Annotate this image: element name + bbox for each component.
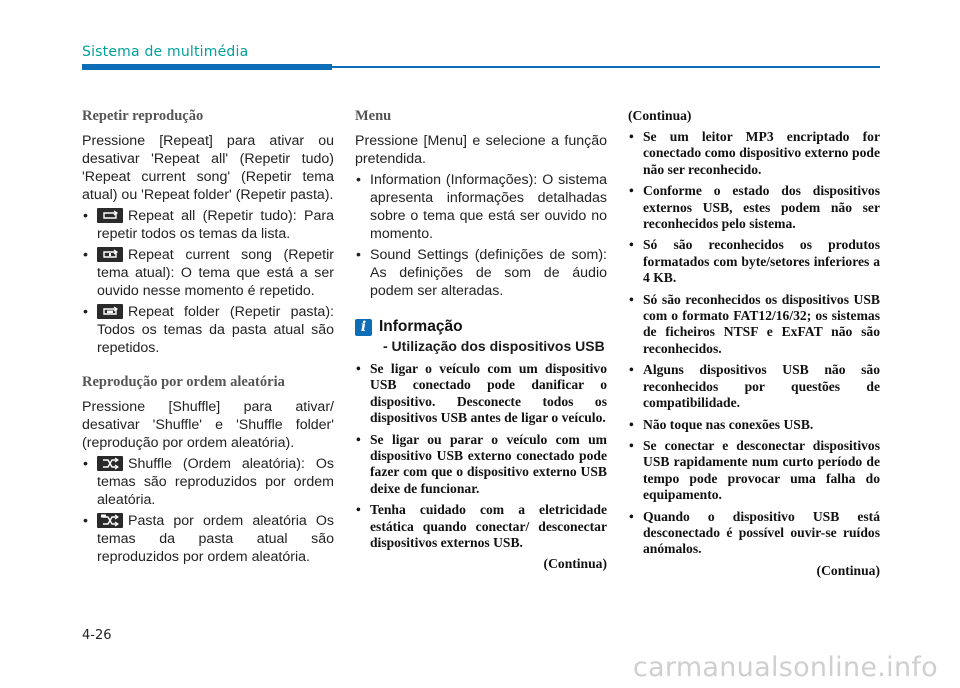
list-item (82, 512, 334, 566)
repeat-folder-icon (97, 304, 123, 319)
list-item: • Só são reconhecidos os produtos formatados com byte/setores inferiores a 4 KB. (628, 237, 880, 286)
list-item: • Conforme o estado dos dispositivos externos USB, estes podem não ser reconhecidos pelo sistema. (628, 183, 880, 232)
info-subtitle: - Utilização dos dispositivos USB (383, 338, 605, 354)
column-left (82, 108, 334, 569)
shuffle-icon (97, 456, 123, 471)
continued-label: (Continua) (816, 562, 880, 578)
list-item-text: Pasta por ordem aleatória Os temas da pasta atual são reproduzidos por ordem aleatória. (97, 513, 334, 565)
shuffle-list (82, 455, 334, 566)
shuffle-heading: Reprodução por ordem aleatória (82, 374, 285, 390)
list-item: • Se um leitor MP3 encriptado for conectado como dispositivo externo pode não ser reconhecido. (628, 129, 880, 178)
section-title: Sistema de multimédia (82, 44, 249, 60)
list-item: • Tenha cuidado com a eletricidade estática quando conectar/ desconectar dispositivos externos USB. (355, 502, 607, 551)
list-item: • Só são reconhecidos os dispositivos USB com o formato FAT12/16/32; os sistemas de ficheiros NTSF e ExFAT não são reconhecidos. (628, 292, 880, 358)
list-item: • Não toque nas conexões USB. (628, 417, 880, 433)
repeat-one-icon (97, 247, 123, 262)
usb-notes-list (628, 129, 880, 558)
column-middle (355, 108, 607, 572)
repeat-list (82, 207, 334, 357)
list-item (82, 455, 334, 509)
list-item: • Se ligar o veículo com um dispositivo USB conectado pode danificar o dispositivo. Desconecte todos os dispositivos USB antes de ligar o veículo. (355, 361, 607, 427)
continued-label-top: (Continua) (628, 108, 692, 123)
header-accent-bar (82, 64, 332, 70)
continued-label: (Continua) (543, 556, 607, 572)
list-item: • Sound Settings (definições de som): As definições de som de áudio podem ser alteradas. (355, 246, 607, 300)
repeat-heading: Repetir reprodução (82, 108, 204, 124)
column-right (628, 108, 880, 579)
info-list (355, 361, 607, 551)
menu-intro: Pressione [Menu] e selecione a função pretendida. (355, 133, 607, 167)
shuffle-folder-icon (97, 513, 123, 528)
repeat-intro: Pressione [Repeat] para ativar ou desativar 'Repeat all' (Repetir tudo) 'Repeat current song' (Repetir tema atual) ou 'Repeat folder' (Repetir pasta). (82, 133, 334, 203)
info-title: Informação (379, 318, 463, 335)
list-item: • Se conectar e desconectar dispositivos USB rapidamente num curto período de tempo pode provocar uma falha do equipamento. (628, 438, 880, 504)
info-icon: i (355, 319, 372, 336)
list-item-text: Repeat folder (Repetir pasta): Todos os temas da pasta atual são repetidos. (97, 304, 334, 356)
list-item: • Information (Informações): O sistema apresenta informações detalhadas sobre o tema que está ser ouvido no momento. (355, 171, 607, 243)
menu-heading: Menu (355, 108, 392, 124)
list-item: • Se ligar ou parar o veículo com um dispositivo USB externo conectado pode fazer com que o dispositivo externo USB deixe de funcionar. (355, 432, 607, 498)
list-item-text: Repeat all (Repetir tudo): Para repetir todos os temas da lista. (97, 208, 334, 242)
info-box-header (355, 318, 607, 336)
list-item (82, 246, 334, 300)
list-item (82, 303, 334, 357)
list-item (82, 207, 334, 243)
list-item-text: Repeat current song (Repetir tema atual): O tema que está a ser ouvido nesse momento é repetido. (97, 247, 334, 299)
list-item-text: Shuffle (Ordem aleatória): Os temas são reproduzidos por ordem aleatória. (97, 456, 334, 508)
list-item: • Quando o dispositivo USB está desconectado é possível ouvir-se ruídos anómalos. (628, 509, 880, 558)
watermark: carmanualsonline.info (632, 652, 938, 683)
header-rule (332, 66, 880, 68)
repeat-all-icon (97, 208, 123, 223)
shuffle-intro: Pressione [Shuffle] para ativar/ desativar 'Shuffle' e 'Shuffle folder' (reprodução por ordem aleatória). (82, 399, 334, 451)
menu-list (355, 171, 607, 300)
page-number: 4-26 (82, 628, 112, 643)
list-item: • Alguns dispositivos USB não são reconhecidos por questões de compatibilidade. (628, 362, 880, 411)
